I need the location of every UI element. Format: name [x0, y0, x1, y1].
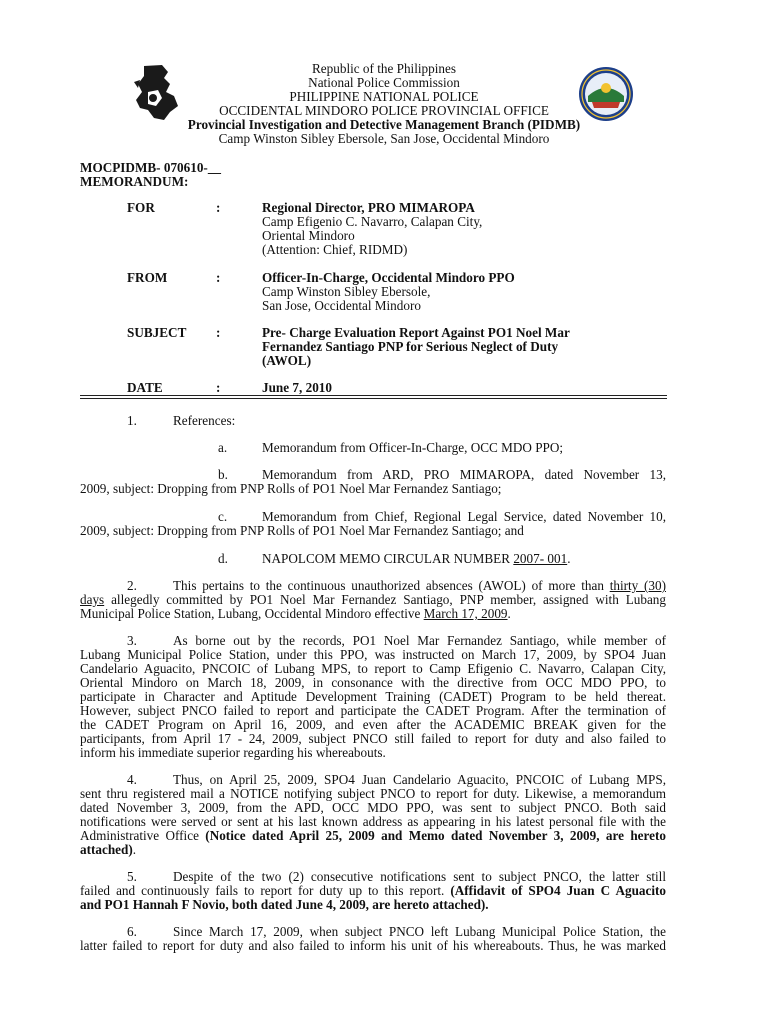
p4-line-2: sent thru registered mail a NOTICE notifying subject PNCO to report for duty. Likewise, a memorandum	[80, 786, 666, 801]
p2-line-3-post: .	[507, 606, 511, 621]
p5-line-1: Despite of the two (2) consecutive notifications sent to subject PNCO, the latter still	[173, 869, 666, 884]
ref-d-letter: d.	[218, 551, 228, 566]
p4-line-6	[80, 842, 136, 858]
p3-line-5: participate in Character and Aptitude Development Training (CADET) Program to be held thereat.	[80, 689, 666, 704]
p3-line-3: Candelario Aguacito, PNCOIC of Lubang MPS, to report to Camp Efigenio C. Navarro, Calapan City,	[80, 661, 666, 676]
p4-line-1: Thus, on April 25, 2009, SPO4 Juan Candelario Aguacito, PNCOIC of Lubang MPS,	[173, 772, 666, 787]
ref-d-text	[262, 551, 570, 567]
p4-number: 4.	[127, 772, 137, 787]
from-label: FROM	[127, 270, 168, 285]
for-label: FOR	[127, 200, 155, 215]
p2-line-2-text: allegedly committed by PO1 Noel Mar Fernandez Santiago, PNP member, assigned with Lubang	[104, 592, 666, 607]
p3-line-8: participants, from April 17 - 24, 2009, subject PNCO still failed to report for duty and also failed to	[80, 731, 666, 746]
p6-number: 6.	[127, 924, 137, 939]
p5-number: 5.	[127, 869, 137, 884]
p5-line-2-text: failed and continuously fails to report for duty up to this report.	[80, 883, 451, 898]
from-colon: :	[216, 270, 221, 285]
ref-c-line-2: 2009, subject: Dropping from PNP Rolls of PO1 Noel Mar Fernandez Santiago; and	[80, 523, 524, 538]
p5-line-2-bold: (Affidavit of SPO4 Juan C Aguacito	[450, 883, 666, 898]
p3-line-6: However, subject PNCO failed to report and participate the CADET Program. After the termination of	[80, 703, 666, 718]
ref-c-letter: c.	[218, 509, 228, 524]
p3-line-1: As borne out by the records, PO1 Noel Mar Fernandez Santiago, while member of	[173, 633, 666, 648]
header-pnp: PHILIPPINE NATIONAL POLICE	[289, 89, 479, 104]
header-rule-bottom	[80, 398, 667, 399]
p4-line-5	[80, 828, 666, 844]
header-pidmb: Provincial Investigation and Detective Management Branch (PIDMB)	[187, 117, 581, 132]
p2-line-1-underlined: thirty (30)	[609, 578, 666, 593]
header-napolcom: National Police Commission	[308, 75, 460, 90]
subject-colon: :	[216, 325, 221, 340]
header-republic: Republic of the Philippines	[312, 61, 456, 76]
p4-line-3: dated November 3, 2009, from the APD, OCC MDO PPO, was sent to subject PNCO. Both said	[80, 800, 666, 815]
p4-line-5-text: Administrative Office	[80, 828, 206, 843]
ref-c-line-1: Memorandum from Chief, Regional Legal Service, dated November 10,	[262, 509, 666, 524]
ref-d-text-pre: NAPOLCOM MEMO CIRCULAR NUMBER	[262, 551, 514, 566]
memo-type: MEMORANDUM:	[80, 174, 189, 189]
ref-a-letter: a.	[218, 440, 228, 455]
p2-line-3	[80, 606, 511, 622]
for-line-2: Camp Efigenio C. Navarro, Calapan City,	[262, 214, 483, 229]
p3-line-2: Lubang Municipal Police Station, under this PPO, was instructed on March 17, 2009, by SPO4 Juan	[80, 647, 666, 662]
ref-b-letter: b.	[218, 467, 228, 482]
p2-number: 2.	[127, 578, 137, 593]
date-value: June 7, 2010	[262, 380, 332, 395]
header-rule-top	[80, 395, 667, 396]
p5-line-3: and PO1 Hannah F Novio, both dated June 4, 2009, are hereto attached).	[80, 897, 489, 912]
p3-line-4: Oriental Mindoro on March 18, 2009, in consonance with the directive from OCC MDO PPO, to	[80, 675, 666, 690]
p4-line-6-bold: attached)	[80, 842, 133, 857]
from-line-1: Officer-In-Charge, Occidental Mindoro PPO	[262, 270, 515, 285]
for-line-4: (Attention: Chief, RIDMD)	[262, 242, 408, 257]
ref-d-text-post: .	[567, 551, 571, 566]
p6-line-1: Since March 17, 2009, when subject PNCO left Lubang Municipal Police Station, the	[173, 924, 666, 939]
ref-b-line-2: 2009, subject: Dropping from PNP Rolls of PO1 Noel Mar Fernandez Santiago;	[80, 481, 502, 496]
p3-line-9: inform his immediate superior regarding his whereabouts.	[80, 745, 386, 760]
p1-number: 1.	[127, 413, 137, 428]
subject-line-2: Fernandez Santiago PNP for Serious Neglect of Duty	[262, 339, 559, 354]
p1-text: References:	[173, 413, 236, 428]
header-camp: Camp Winston Sibley Ebersole, San Jose, Occidental Mindoro	[218, 131, 550, 146]
for-colon: :	[216, 200, 221, 215]
p4-line-5-bold: (Notice dated April 25, 2009 and Memo dated November 3, 2009, are hereto	[205, 828, 666, 843]
p2-line-3-underlined: March 17, 2009	[423, 606, 508, 621]
p3-line-7: the CADET Program on April 16, 2009, and even after the ACADEMIC BREAK given for the	[80, 717, 666, 732]
ref-a-text: Memorandum from Officer-In-Charge, OCC MDO PPO;	[262, 440, 564, 455]
from-line-2: Camp Winston Sibley Ebersole,	[262, 284, 431, 299]
for-line-3: Oriental Mindoro	[262, 228, 355, 243]
date-label: DATE	[127, 380, 163, 395]
subject-line-1: Pre- Charge Evaluation Report Against PO1 Noel Mar	[262, 325, 570, 340]
date-colon: :	[216, 380, 221, 395]
from-line-3: San Jose, Occidental Mindoro	[262, 298, 421, 313]
p2-line-3-text: Municipal Police Station, Lubang, Occidental Mindoro effective	[80, 606, 424, 621]
ref-b-line-1: Memorandum from ARD, PRO MIMAROPA, dated November 13,	[262, 467, 666, 482]
p2-line-2-underlined: days	[80, 592, 105, 607]
p4-line-6-post: .	[132, 842, 137, 857]
ref-d-circular-number: 2007- 001	[513, 551, 568, 566]
p2-line-1-text: This pertains to the continuous unauthorized absences (AWOL) of more than	[173, 578, 610, 593]
memo-number: MOCPIDMB- 070610-__	[80, 160, 222, 175]
for-line-1: Regional Director, PRO MIMAROPA	[262, 200, 475, 215]
subject-label: SUBJECT	[127, 325, 187, 340]
p3-number: 3.	[127, 633, 137, 648]
p6-line-2: latter failed to report for duty and also failed to inform his unit of his whereabouts. Thus, he was marked	[80, 938, 666, 953]
p4-line-4: notifications were served or sent at his last known address as appearing in his latest personal file with the	[80, 814, 666, 829]
subject-line-3: (AWOL)	[262, 353, 312, 368]
header-ocmppo: OCCIDENTAL MINDORO POLICE PROVINCIAL OFFICE	[219, 103, 549, 118]
